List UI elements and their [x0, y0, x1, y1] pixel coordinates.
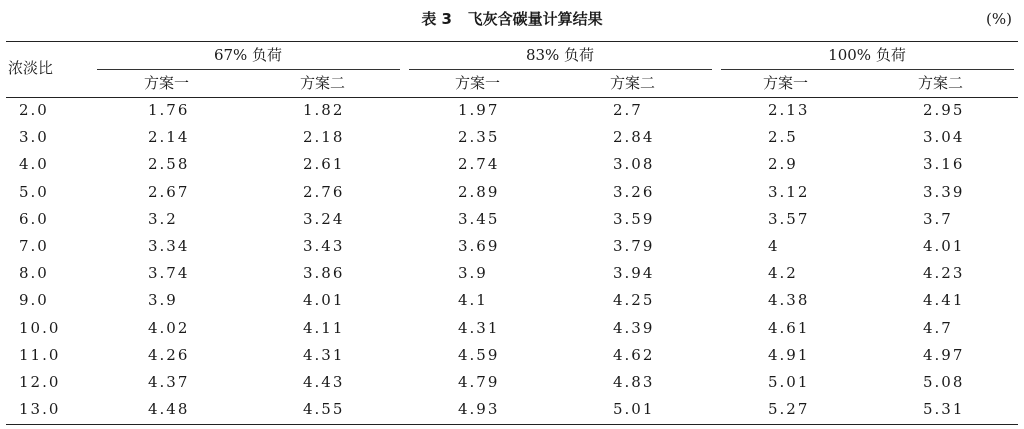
row-label: 12.0	[19, 373, 61, 391]
sub-column-header: 方案一	[763, 74, 809, 92]
table-cell: 3.24	[303, 209, 345, 228]
table-cell: 4.79	[458, 373, 500, 391]
table-cell: 3.04	[923, 128, 965, 147]
table-cell: 3.34	[148, 237, 190, 255]
table-cell: 3.69	[458, 237, 500, 255]
sub-column-header: 方案一	[455, 74, 501, 92]
row-header-label: 浓淡比	[8, 59, 54, 77]
table-cell: 3.45	[458, 209, 500, 228]
row-label: 2.0	[19, 101, 49, 119]
sub-column-header: 方案一	[144, 74, 190, 92]
table-cell: 5.31	[923, 400, 965, 419]
row-label: 6.0	[19, 209, 49, 228]
table-cell: 2.89	[458, 182, 500, 201]
table-cell: 4.02	[148, 318, 190, 337]
table-title: 表 3 飞灰含碳量计算结果	[421, 10, 603, 28]
table-cell: 2.35	[458, 128, 500, 147]
table-cell: 4.39	[613, 318, 655, 337]
table-cell: 4.2	[768, 264, 798, 283]
table-cell: 2.14	[148, 128, 190, 147]
table-cell: 2.61	[303, 155, 345, 174]
table-cell: 4.61	[768, 318, 810, 337]
table-cell: 3.86	[303, 264, 345, 283]
table-cell: 4.31	[303, 345, 345, 364]
table-cell: 2.58	[148, 155, 190, 174]
sub-column-header: 方案二	[918, 74, 964, 92]
table-cell: 4.97	[923, 345, 965, 364]
table-caption	[0, 8, 1024, 30]
table-cell: 3.57	[768, 209, 810, 228]
group-header: 83% 负荷	[525, 46, 595, 64]
bottom-rule	[6, 424, 1018, 425]
table-cell: 4.48	[148, 400, 190, 419]
group-rule	[721, 69, 1014, 70]
table-cell: 2.95	[923, 101, 965, 119]
table-cell: 2.84	[613, 128, 655, 147]
table-cell: 2.13	[768, 101, 810, 119]
row-label: 9.0	[19, 291, 49, 310]
table-cell: 3.12	[768, 182, 810, 201]
table-unit: (%)	[986, 10, 1012, 28]
table-cell: 4.11	[303, 318, 345, 337]
table-cell: 4.93	[458, 400, 500, 419]
table-cell: 3.9	[148, 291, 178, 310]
row-label: 13.0	[19, 400, 61, 419]
table-cell: 3.08	[613, 155, 655, 174]
header-bottom-rule	[6, 97, 1018, 98]
table-cell: 4.38	[768, 291, 810, 310]
table-cell: 4	[768, 237, 780, 255]
table-cell: 3.2	[148, 209, 178, 228]
row-label: 8.0	[19, 264, 49, 283]
top-rule	[6, 41, 1018, 42]
table-cell: 3.16	[923, 155, 965, 174]
table-cell: 4.43	[303, 373, 345, 391]
row-label: 3.0	[19, 128, 49, 147]
table-cell: 4.01	[303, 291, 345, 310]
table-cell: 3.39	[923, 182, 965, 201]
group-header: 67% 负荷	[213, 46, 283, 64]
table-cell: 3.9	[458, 264, 488, 283]
table-cell: 1.97	[458, 101, 500, 119]
row-label: 11.0	[19, 345, 61, 364]
table-cell: 5.08	[923, 373, 965, 391]
table-cell: 3.26	[613, 182, 655, 201]
row-label: 4.0	[19, 155, 49, 174]
table-cell: 4.31	[458, 318, 500, 337]
table-cell: 1.76	[148, 101, 190, 119]
table-cell: 3.43	[303, 237, 345, 255]
table-cell: 4.1	[458, 291, 488, 310]
table-cell: 4.41	[923, 291, 965, 310]
row-label: 10.0	[19, 318, 61, 337]
table-cell: 3.7	[923, 209, 953, 228]
table-cell: 5.01	[613, 400, 655, 419]
table-cell: 5.01	[768, 373, 810, 391]
row-label: 5.0	[19, 182, 49, 201]
table-cell: 4.7	[923, 318, 953, 337]
table-cell: 2.18	[303, 128, 345, 147]
table-cell: 4.83	[613, 373, 655, 391]
group-header: 100% 负荷	[828, 46, 906, 64]
table-cell: 5.27	[768, 400, 810, 419]
table-cell: 4.25	[613, 291, 655, 310]
row-label: 7.0	[19, 237, 49, 255]
table-cell: 4.01	[923, 237, 965, 255]
table-cell: 3.74	[148, 264, 190, 283]
table-cell: 2.5	[768, 128, 798, 147]
table-cell: 2.67	[148, 182, 190, 201]
sub-column-header: 方案二	[300, 74, 346, 92]
table-cell: 4.23	[923, 264, 965, 283]
table-cell: 3.59	[613, 209, 655, 228]
table-cell: 2.76	[303, 182, 345, 201]
table-cell: 4.59	[458, 345, 500, 364]
table-cell: 1.82	[303, 101, 345, 119]
table-cell: 2.7	[613, 101, 643, 119]
table-cell: 3.94	[613, 264, 655, 283]
table-cell: 4.55	[303, 400, 345, 419]
sub-column-header: 方案二	[610, 74, 656, 92]
table-cell: 4.62	[613, 345, 655, 364]
table-cell: 4.26	[148, 345, 190, 364]
group-rule	[409, 69, 712, 70]
group-rule	[97, 69, 400, 70]
table-cell: 4.37	[148, 373, 190, 391]
table-cell: 4.91	[768, 345, 810, 364]
table-cell: 3.79	[613, 237, 655, 255]
table-cell: 2.9	[768, 155, 798, 174]
table-cell: 2.74	[458, 155, 500, 174]
